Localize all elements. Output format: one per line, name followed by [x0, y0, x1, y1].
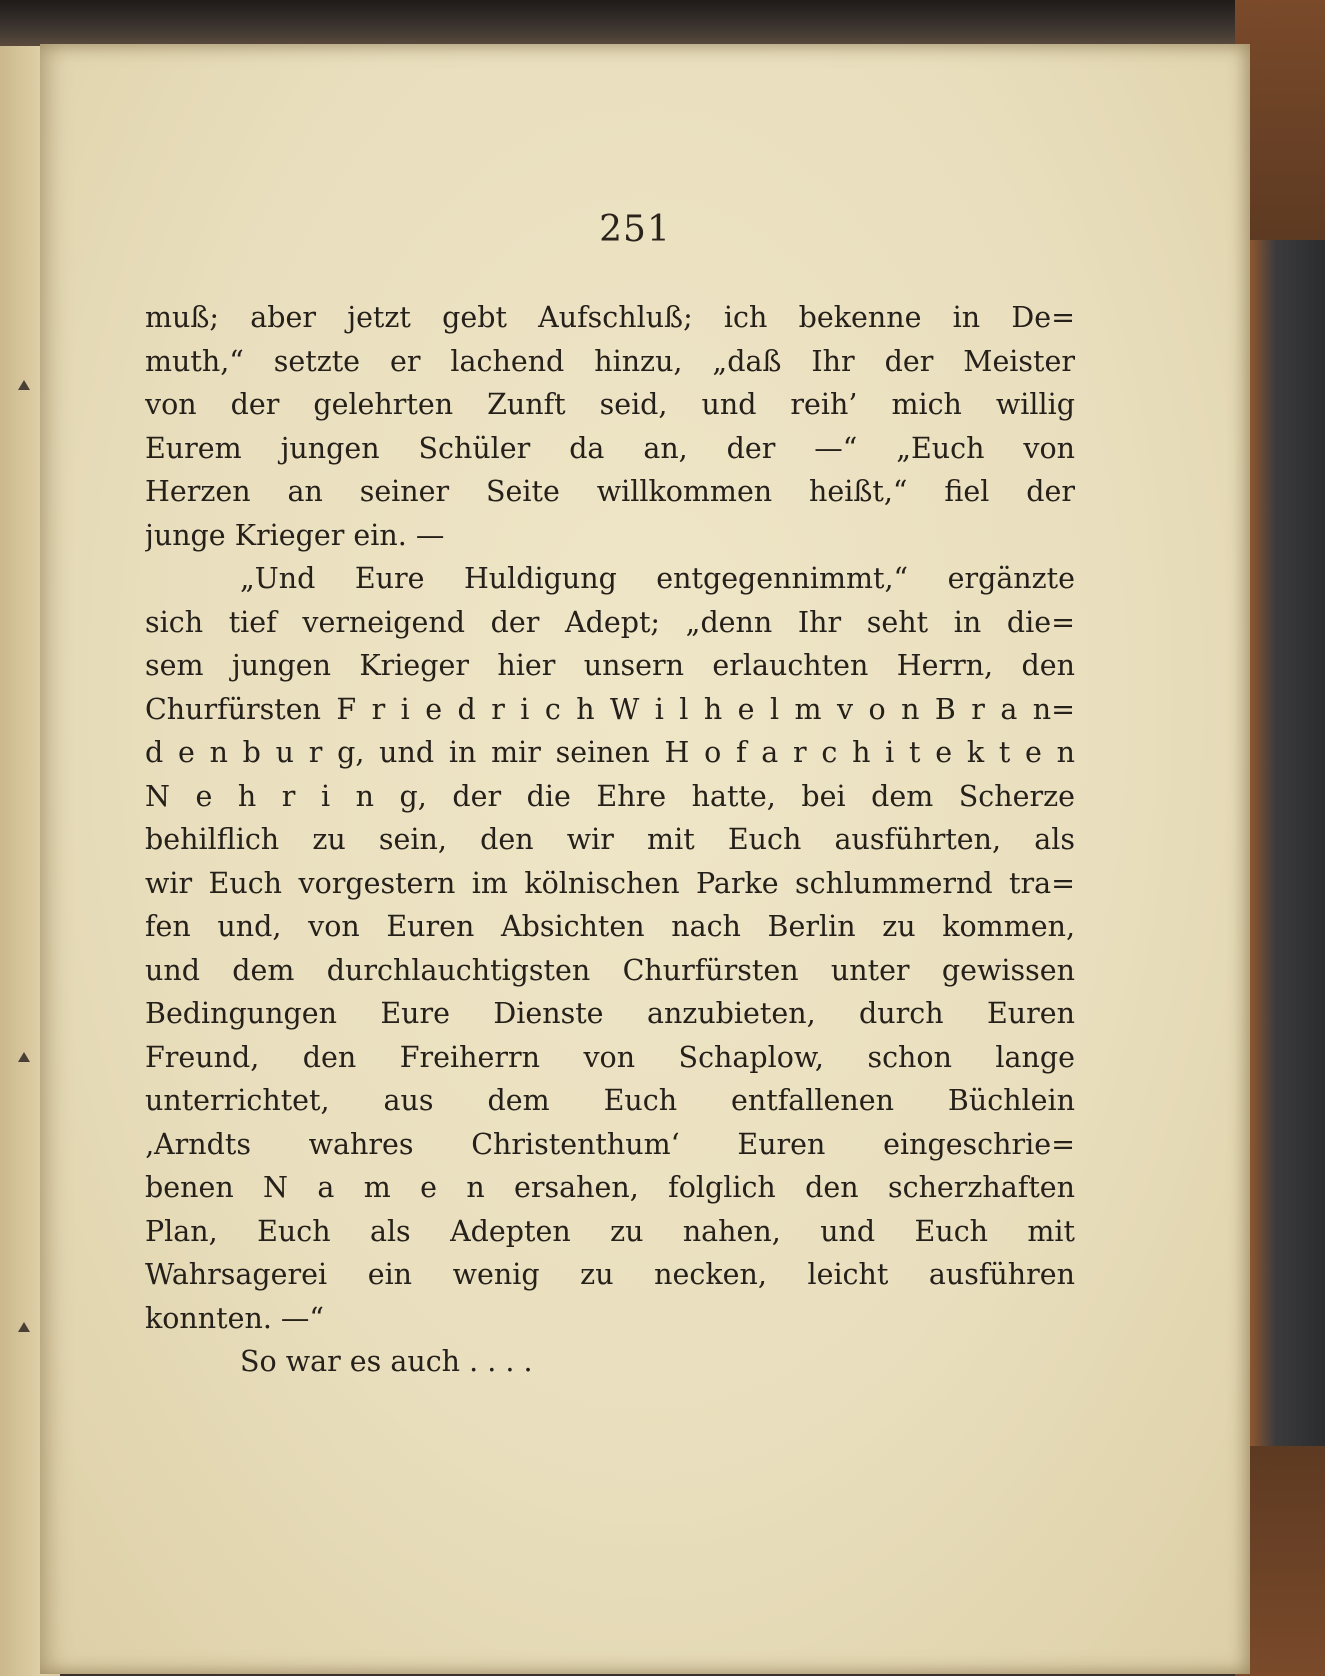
text-line: So war es auch . . . . — [240, 1345, 533, 1378]
text-line: N e h r i n g, der die Ehre hatte, bei dem Scherze — [145, 779, 1075, 813]
text-line: „Und Eure Huldigung entgegennimmt,“ ergänzte — [240, 562, 1075, 595]
text-line: muß; aber jetzt gebt Aufschluß; ich bekenne in De= — [145, 301, 1075, 334]
text-line: Wahrsagerei ein wenig zu necken, leicht ausführen — [145, 1258, 1075, 1291]
text-line: Herzen an seiner Seite willkommen heißt,“ fiel der — [145, 475, 1075, 508]
text-line: sich tief verneigend der Adept; „denn Ihr seht in die= — [145, 605, 1075, 639]
text-line: Plan, Euch als Adepten zu nahen, und Euch mit — [145, 1214, 1075, 1248]
text-line: Churfürsten F r i e d r i c h W i l h e l m v o n B r a n= — [145, 692, 1075, 726]
text-line: und dem durchlauchtigsten Churfürsten unter gewissen — [145, 953, 1075, 987]
text-line: Bedingungen Eure Dienste anzubieten, durch Euren — [145, 997, 1075, 1030]
text-line: muth,“ setzte er lachend hinzu, „daß Ihr der Meister — [145, 344, 1075, 378]
body-text — [145, 296, 1075, 1384]
text-line: benen N a m e n ersahen, folglich den scherzhaften — [145, 1171, 1075, 1204]
margin-mark — [18, 1322, 30, 1332]
text-line: konnten. —“ — [145, 1301, 325, 1335]
text-line: von der gelehrten Zunft seid, und reih’ mich willig — [145, 388, 1075, 421]
text-line: behilflich zu sein, den wir mit Euch ausführten, als — [145, 823, 1075, 856]
text-line: fen und, von Euren Absichten nach Berlin zu kommen, — [145, 910, 1075, 943]
page-number: 251 — [599, 209, 671, 250]
text-line: Freund, den Freiherrn von Schaplow, schon lange — [145, 1040, 1075, 1074]
text-line: junge Krieger ein. — — [145, 518, 445, 552]
text-line: d e n b u r g, und in mir seinen H o f a r c h i t e k t e n — [145, 736, 1075, 769]
margin-mark — [18, 380, 30, 390]
margin-mark — [18, 1052, 30, 1062]
text-line: sem jungen Krieger hier unsern erlauchten Herrn, den — [145, 649, 1075, 682]
text-line: wir Euch vorgestern im kölnischen Parke schlummernd tra= — [145, 866, 1075, 900]
text-line: Eurem jungen Schüler da an, der —“ „Euch von — [145, 431, 1075, 465]
binding-top-edge — [0, 0, 1325, 46]
text-line: ‚Arndts wahres Christenthum‘ Euren eingeschrie= — [145, 1127, 1075, 1161]
text-line: unterrichtet, aus dem Euch entfallenen Büchlein — [145, 1084, 1075, 1117]
book-page — [40, 44, 1250, 1674]
